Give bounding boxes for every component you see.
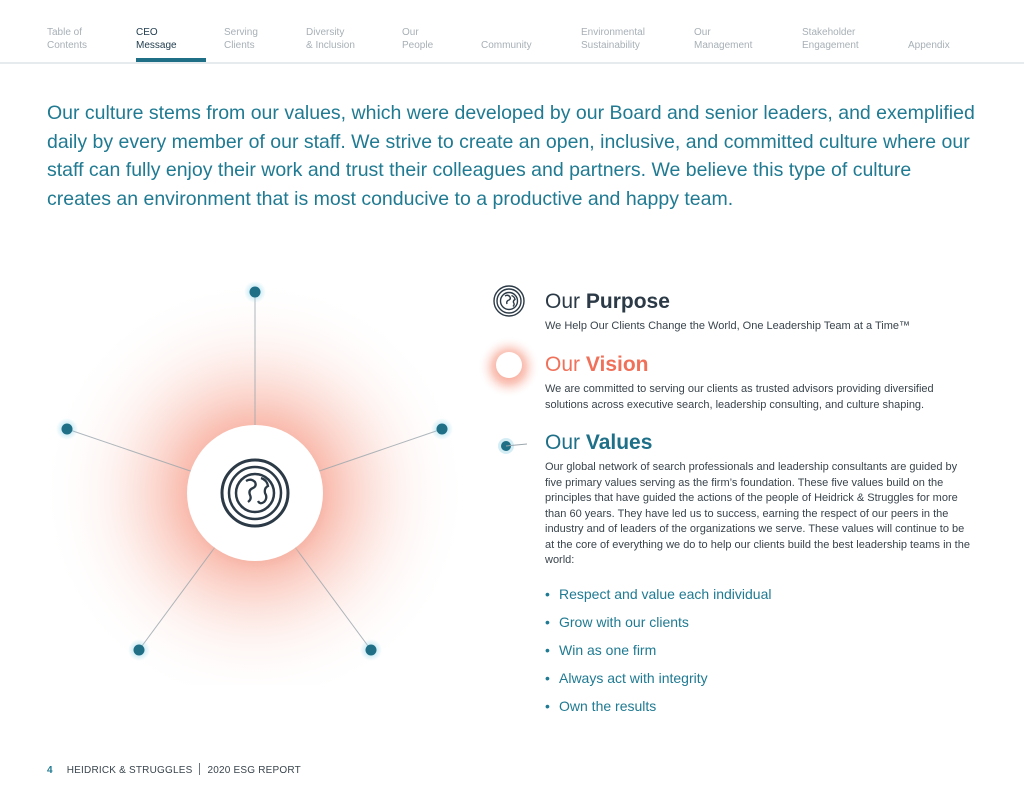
- nav-appendix[interactable]: Appendix: [908, 40, 950, 51]
- hub-circle: [187, 425, 323, 561]
- values-list: [545, 582, 771, 722]
- list-item: • Always act with integrity: [545, 670, 708, 686]
- nav-community[interactable]: Community: [481, 40, 532, 51]
- nav-table-of-contents[interactable]: Table of Contents: [47, 27, 88, 51]
- values-text: Our global network of search professionals and leadership consultants are guided by five primary values serving as the firm’s foundation. These five values build on the principles that have guided the actions of the people of Heidrick & Struggles for more than 60 years. They have led us to success, earning the respect of our peers in the industry and of leaders of the organizations we serve. These values will continue to be at the core of everything we do to help our clients build the best leadership teams in the world:: [545, 461, 970, 566]
- vision-heading: Our Vision: [545, 353, 649, 376]
- list-item: • Own the results: [545, 698, 657, 714]
- nav-our-people[interactable]: Our People: [402, 27, 434, 51]
- glow-circle-icon: [478, 336, 540, 398]
- spoke-dot: [134, 645, 145, 656]
- nav-diversity-inclusion[interactable]: Diversity & Inclusion: [306, 27, 355, 51]
- spoke-dot: [62, 424, 73, 435]
- nav-our-management[interactable]: Our Management: [694, 27, 753, 51]
- page-number: 4: [47, 765, 53, 776]
- nav-ceo-message[interactable]: CEO Message: [136, 27, 177, 51]
- list-item: • Grow with our clients: [545, 614, 689, 630]
- footer-company: HEIDRICK & STRUGGLES: [66, 765, 193, 776]
- intro-paragraph: Our culture stems from our values, which were developed by our Board and senior leaders, and exemplified daily by every member of our staff. We strive to create an open, inclusive, and committed culture where our staff can fully enjoy their work and trust their colleagues and partners. We believe this type of culture creates an environment that is most conducive to a productive and happy team.: [47, 102, 975, 210]
- purpose-text: We Help Our Clients Change the World, One Leadership Team at a Time™: [545, 320, 911, 332]
- vision-text: We are committed to serving our clients as trusted advisors providing diversified solutions across executive search, leadership consulting, and culture shaping.: [545, 383, 934, 411]
- dot-line-icon: [495, 436, 535, 456]
- active-tab-indicator: [136, 58, 206, 62]
- page-footer: [47, 763, 301, 777]
- list-item: • Win as one firm: [545, 642, 657, 658]
- values-hub-diagram: [40, 265, 500, 685]
- nav-serving-clients[interactable]: Serving Clients: [224, 27, 258, 51]
- spoke-dot: [250, 287, 261, 298]
- values-heading: Our Values: [545, 431, 653, 454]
- spoke-dot: [366, 645, 377, 656]
- globe-icon: [493, 285, 525, 317]
- top-navigation: [0, 0, 1024, 64]
- footer-divider: [199, 763, 200, 775]
- nav-stakeholder-engagement[interactable]: Stakeholder Engagement: [802, 27, 859, 51]
- list-item: • Respect and value each individual: [545, 586, 772, 602]
- footer-report-title: 2020 ESG REPORT: [207, 765, 301, 776]
- purpose-heading: Our Purpose: [545, 290, 670, 313]
- spoke-dot: [437, 424, 448, 435]
- nav-environmental-sustainability[interactable]: Environmental Sustainability: [581, 27, 645, 51]
